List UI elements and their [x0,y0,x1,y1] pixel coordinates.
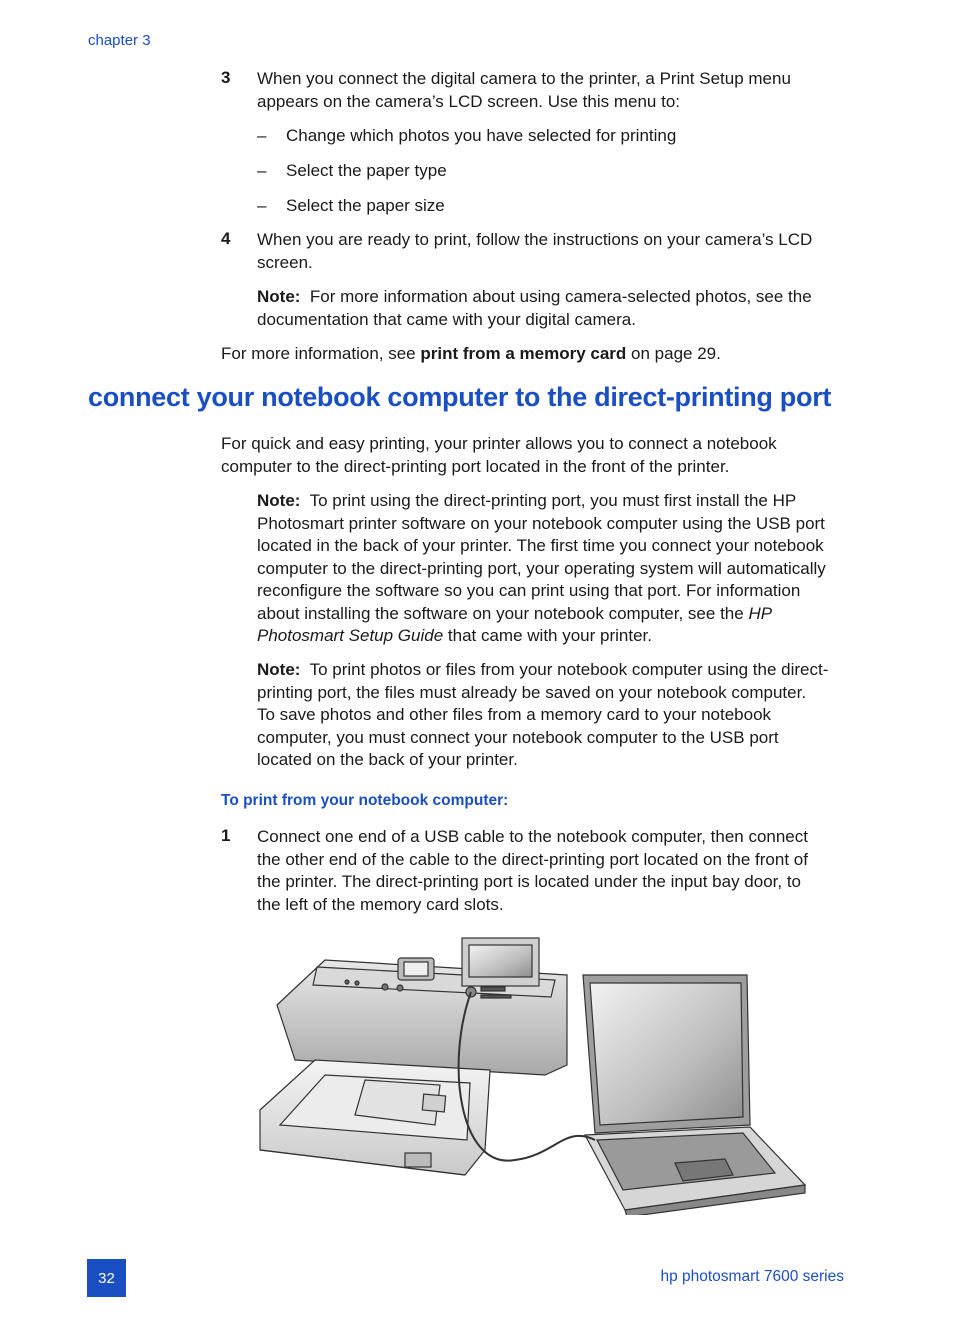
note [257,659,857,772]
note-label: Note: [257,287,301,306]
guide-title: Photosmart Setup Guide [257,626,444,645]
note-label: Note: [257,660,301,679]
note-text: computer, you must connect your notebook computer to the USB port [257,727,779,747]
bullet-item [257,160,447,183]
bullet-text: Select the paper type [286,161,447,180]
step-number: 1 [221,826,231,845]
note-text: that came with your printer. [443,626,652,645]
more-info-prefix: For more information, see [221,344,421,363]
step-line: the left of the memory card slots. [257,894,504,914]
note-text: printing port, the files must already be saved on your notebook computer. [257,682,807,702]
printer-notebook-illustration [255,935,810,1215]
step-text [257,229,812,274]
intro-line: computer to the direct-printing port located in the front of the printer. [221,456,730,476]
step-line: screen. [257,252,313,272]
cross-reference-link[interactable]: print from a memory card [420,344,627,363]
step-text [257,68,791,113]
bullet-dash: – [257,196,267,215]
note-text: located in the back of your printer. The first time you connect your notebook [257,536,824,555]
footer-title: hp photosmart 7600 series [660,1268,844,1285]
bullet-dash: – [257,161,267,180]
note-label: Note: [257,491,301,510]
note-text: To save photos and other files from a memory card to your notebook [257,705,772,724]
note-text: For more information about using camera-selected photos, see the [309,287,812,306]
step-line: Connect one end of a USB cable to the notebook computer, then connect [257,827,808,846]
section-heading: connect your notebook computer to the direct-printing port [88,382,832,412]
more-info [221,343,721,366]
note-text: To print photos or files from your notebook computer using the direct- [309,660,829,679]
notebook [583,975,805,1215]
bullet-text: Select the paper size [286,196,445,215]
note-text: located on the back of your printer. [257,750,518,769]
page-number: 32 [87,1259,126,1297]
step-line: When you are ready to print, follow the instructions on your camera’s LCD [257,230,813,249]
step-number: 3 [221,68,231,87]
step-line: When you connect the digital camera to the printer, a Print Setup menu [257,69,791,88]
step-text [257,826,857,916]
note [257,490,857,648]
note-text: To print using the direct-printing port, you must first install the HP [309,491,797,510]
bullet-item [257,195,445,218]
guide-title: HP [748,603,773,623]
step-number: 4 [221,229,231,248]
note-text: reconfigure the software so you can print using that port. For information [257,581,801,600]
printer [260,938,567,1175]
step-line: the other end of the cable to the direct-printing port located on the front of [257,849,808,869]
bullet-item [257,125,677,148]
bullet-text: Change which photos you have selected for printing [286,126,677,145]
note-text: documentation that came with your digital camera. [257,309,636,329]
note-text: computer to the direct-printing port, your operating system will automatically [257,558,826,578]
step-line: appears on the camera’s LCD screen. Use this menu to: [257,91,681,111]
chapter-label: chapter 3 [88,32,151,49]
intro-line: For quick and easy printing, your printer allows you to connect a notebook [221,434,777,453]
more-info-suffix: on page 29. [626,344,721,363]
bullet-dash: – [257,126,267,145]
procedure-title: To print from your notebook computer: [221,792,509,809]
step-line: the printer. The direct-printing port is located under the input bay door, to [257,872,802,891]
note-text: Photosmart printer software on your notebook computer using the USB port [257,513,825,533]
note [257,286,812,331]
section-intro [221,433,777,478]
note-text: about installing the software on your notebook computer, see the [257,603,749,623]
